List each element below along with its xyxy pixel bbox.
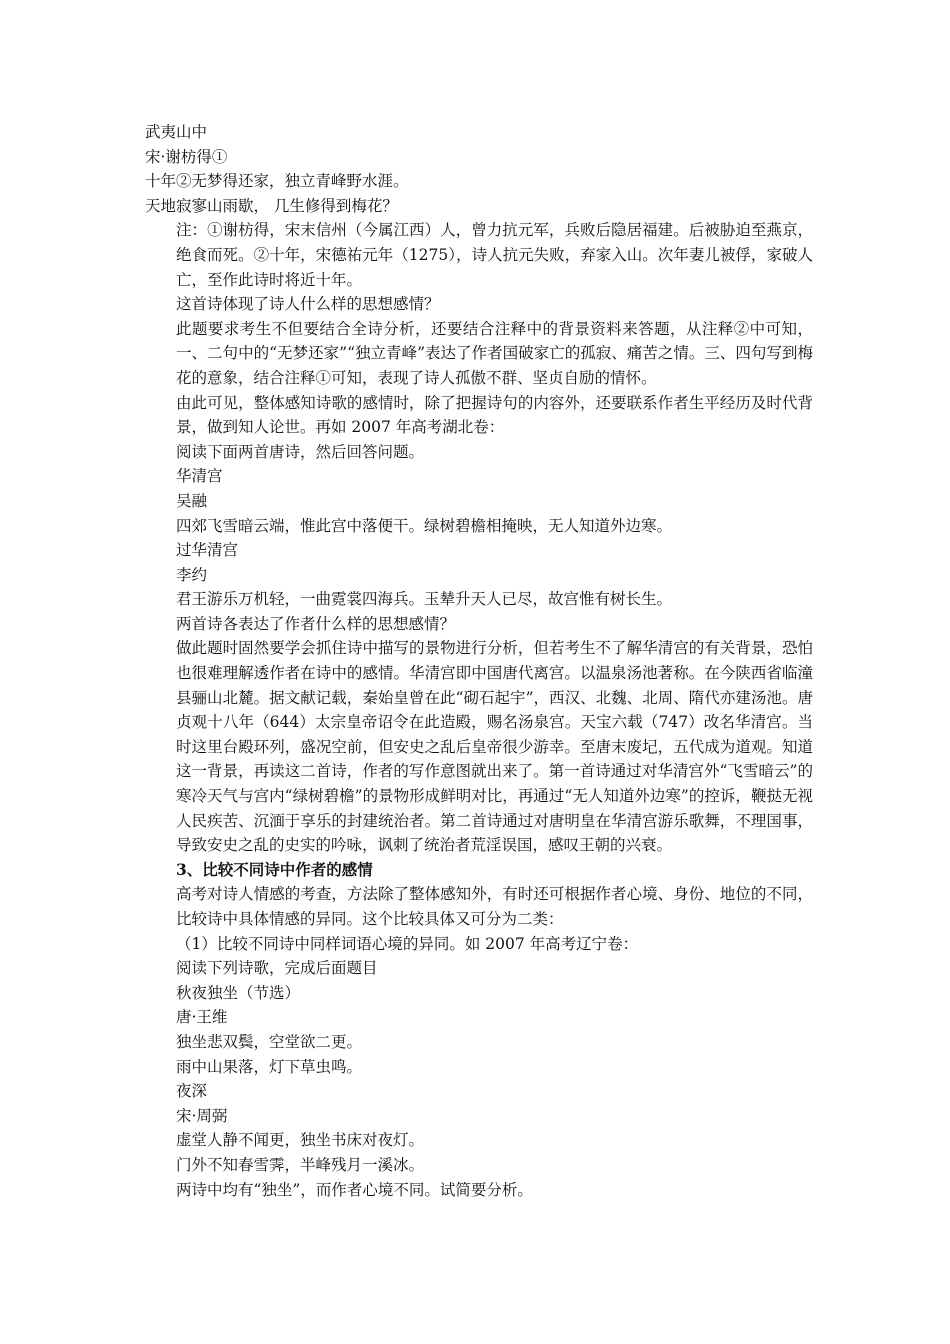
section-intro: 高考对诗人情感的考查，方法除了整体感知外，有时还可根据作者心境、身份、地位的不同，比较诗中具体情感的异同。这个比较具体又可分为二类： — [176, 885, 813, 928]
poem-line: 独坐悲双鬓，空堂欲二更。 — [176, 1032, 363, 1051]
section-heading: 3、比较不同诗中作者的感情 — [176, 859, 373, 879]
poem-line: 十年②无梦得还家，独立青峰野水涯。 — [145, 172, 409, 191]
poem-line: 雨中山果落，灯下草虫鸣。 — [176, 1057, 363, 1076]
analysis-paragraph: 此题要求考生不但要结合全诗分析，还要结合注释中的背景资料来答题，从注释②中可知，一、二句中的“无梦还家”“独立青峰”表达了作者国破家亡的孤寂、痛苦之情。三、四句写到梅花的意象，结合注释①可知，表现了诗人孤傲不群、坚贞自励的情怀。 — [176, 319, 813, 387]
poem-title: 秋夜独坐（节选） — [176, 983, 301, 1002]
poem-title: 华清宫 — [176, 467, 223, 486]
question: 两诗中均有“独坐”，而作者心境不同。试简要分析。 — [176, 1180, 533, 1199]
poem-line: 天地寂寥山雨歇， 几生修得到梅花？ — [145, 196, 398, 215]
poem-text: 君王游乐万机轻，一曲霓裳四海兵。玉辇升天人已尽，故宫惟有树长生。 — [176, 590, 673, 609]
instruction: 阅读下面两首唐诗，然后回答问题。 — [176, 442, 425, 461]
poem-title: 过华清宫 — [176, 541, 239, 560]
question: 这首诗体现了诗人什么样的思想感情？ — [176, 295, 440, 314]
subsection-heading: （1）比较不同诗中同样词语心境的异同。如 2007 年高考辽宁卷： — [176, 934, 639, 953]
poem-text: 四郊飞雪暗云端，惟此宫中落便干。绿树碧檐相掩映，无人知道外边寒。 — [176, 516, 673, 535]
instruction: 阅读下列诗歌，完成后面题目 — [176, 959, 378, 978]
poem-title: 夜深 — [176, 1082, 208, 1101]
poem-line: 门外不知春雪霁，半峰残月一溪冰。 — [176, 1155, 425, 1174]
question: 两首诗各表达了作者什么样的思想感情？ — [176, 614, 456, 633]
poem-author: 唐·王维 — [176, 1008, 228, 1027]
document-page — [145, 120, 813, 1202]
poem-line: 虚堂人静不闻更，独坐书床对夜灯。 — [176, 1131, 425, 1150]
summary-paragraph: 由此可见，整体感知诗歌的感情时，除了把握诗句的内容外，还要联系作者生平经历及时代背景，做到知人论世。再如 2007 年高考湖北卷： — [176, 393, 813, 437]
annotation-note: 注：①谢枋得，宋末信州（今属江西）人，曾力抗元军，兵败后隐居福建。后被胁迫至燕京，绝食而死。②十年，宋德祐元年（1275），诗人抗元失败，弃家入山。次年妻儿被俘，家破人亡，至作此诗时将近十年。 — [176, 221, 813, 289]
poem-author: 宋·周弼 — [176, 1106, 228, 1125]
poem-title: 武夷山中 — [145, 123, 208, 141]
poem-author: 宋·谢枋得① — [145, 147, 228, 166]
poem-author: 李约 — [176, 565, 208, 584]
poem-author: 吴融 — [176, 491, 208, 510]
analysis-paragraph: 做此题时固然要学会抓住诗中描写的景物进行分析，但若考生不了解华清宫的有关背景，恐怕也很难理解透作者在诗中的感情。华清宫即中国唐代离宫。以温泉汤池著称。在今陕西省临潼县骊山北麓。据文献记载，秦始皇曾在此“砌石起宇”，西汉、北魏、北周、隋代亦建汤池。唐贞观十八年（644）太宗皇帝诏令在此造殿，赐名汤泉宫。天宝六载（747）改名华清宫。当时这里台殿环列，盛况空前，但安史之乱后皇帝很少游幸。至唐末废圮，五代成为道观。知道这一背景，再读这二首诗，作者的写作意图就出来了。第一首诗通过对华清宫外“飞雪暗云”的寒冷天气与宫内“绿树碧檐”的景物形成鲜明对比，再通过“无人知道外边寒”的控诉，鞭挞无视人民疾苦、沉湎于享乐的封建统治者。第二首诗通过对唐明皇在华清宫游乐歌舞，不理国事，导致安史之乱的史实的吟咏，讽刺了统治者荒淫误国，感叹王朝的兴衰。 — [176, 639, 813, 855]
